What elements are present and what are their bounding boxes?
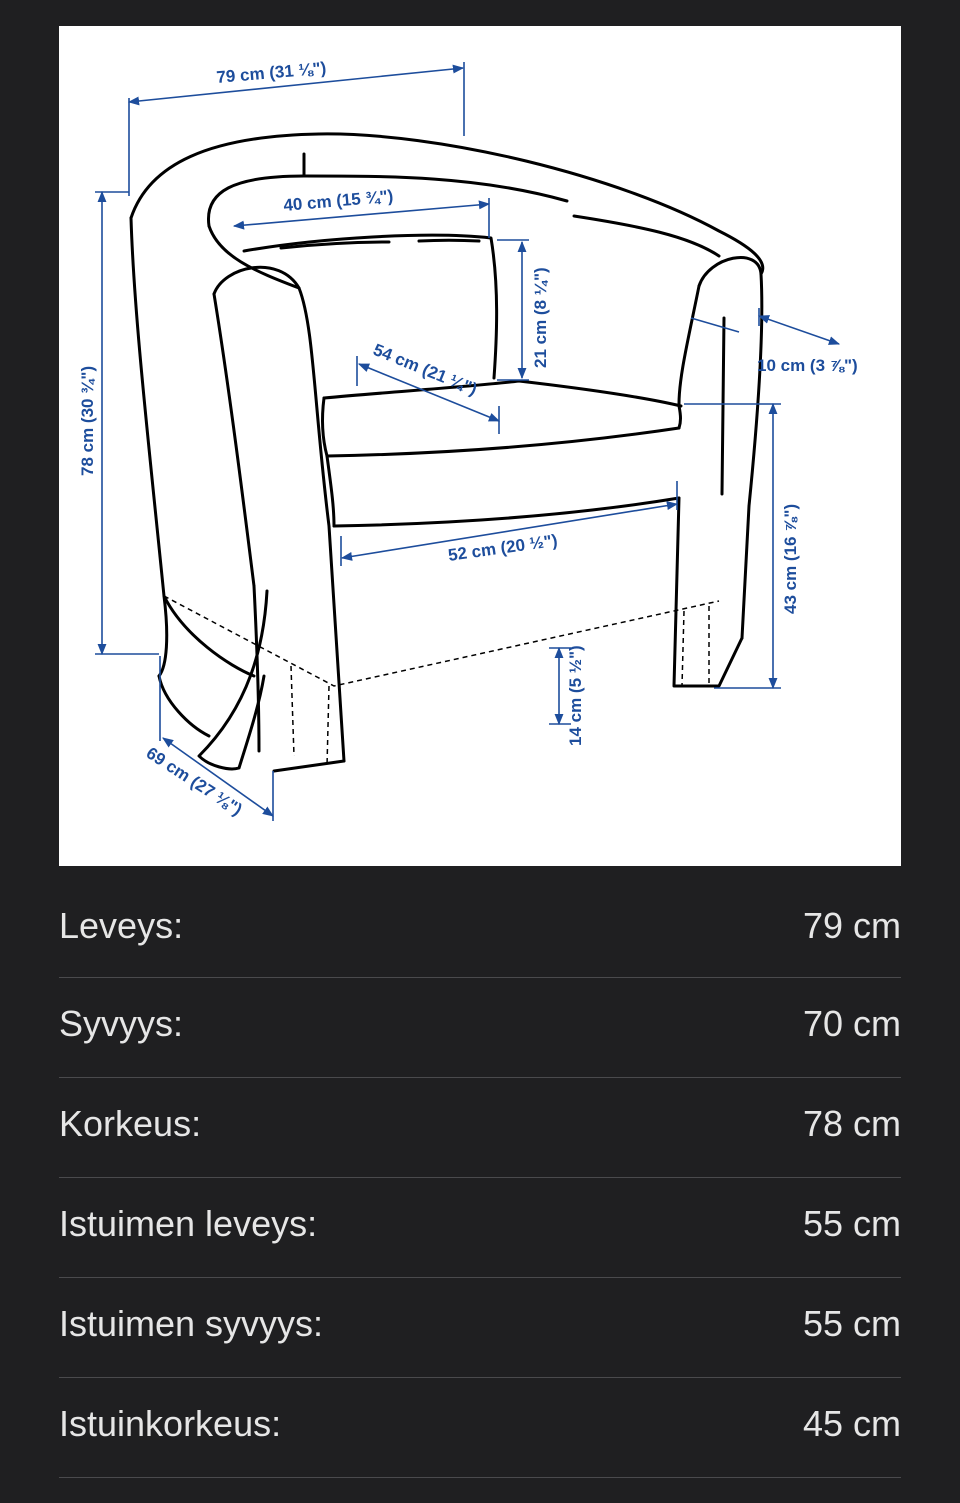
spec-value: 79 cm — [802, 905, 901, 946]
spec-label: Syvyys: — [59, 1002, 184, 1044]
spec-row-seat-depth — [59, 1278, 901, 1378]
spec-label: Korkeus: — [59, 1102, 202, 1144]
seat-depth-label: 54 cm (21 ¼") — [370, 340, 480, 399]
spec-row-seat-height — [59, 1378, 901, 1478]
spec-label: Leveys: — [59, 905, 184, 946]
floor-clearance-label: 14 cm (5 ½") — [566, 645, 585, 746]
spec-label: Istuimen syvyys: — [59, 1302, 324, 1344]
spec-value: 45 cm — [802, 1402, 901, 1444]
spec-row-depth — [59, 978, 901, 1078]
total-depth-label: 69 cm (27 ⅛") — [142, 743, 246, 820]
spec-value: 55 cm — [802, 1202, 901, 1244]
spec-row-height — [59, 1078, 901, 1178]
spec-row-seat-width — [59, 1178, 901, 1278]
total-height-label: 78 cm (30 ¾") — [78, 365, 97, 476]
total-width-label: 79 cm (31 ⅛") — [215, 58, 328, 87]
armchair-outline — [131, 134, 763, 771]
spec-value: 55 cm — [802, 1302, 901, 1344]
spec-label: Istuinkorkeus: — [59, 1402, 282, 1444]
spec-value: 70 cm — [802, 1002, 901, 1044]
dimension-specs-list — [59, 883, 901, 1478]
spec-row-width — [59, 883, 901, 978]
seat-width-label: 52 cm (20 ½") — [446, 530, 559, 565]
backrest-width-label: 40 cm (15 ¾") — [282, 186, 395, 215]
backrest-height-label: 21 cm (8 ¼") — [531, 267, 550, 368]
product-dimension-diagram — [59, 26, 901, 866]
dimension-lines — [95, 62, 839, 821]
armchair-drawing — [59, 26, 901, 866]
spec-value: 78 cm — [802, 1102, 901, 1144]
spec-label: Istuimen leveys: — [59, 1202, 318, 1244]
seat-height-label: 43 cm (16 ⅞") — [781, 503, 800, 614]
armrest-width-label: 10 cm (3 ⅞") — [757, 356, 858, 375]
